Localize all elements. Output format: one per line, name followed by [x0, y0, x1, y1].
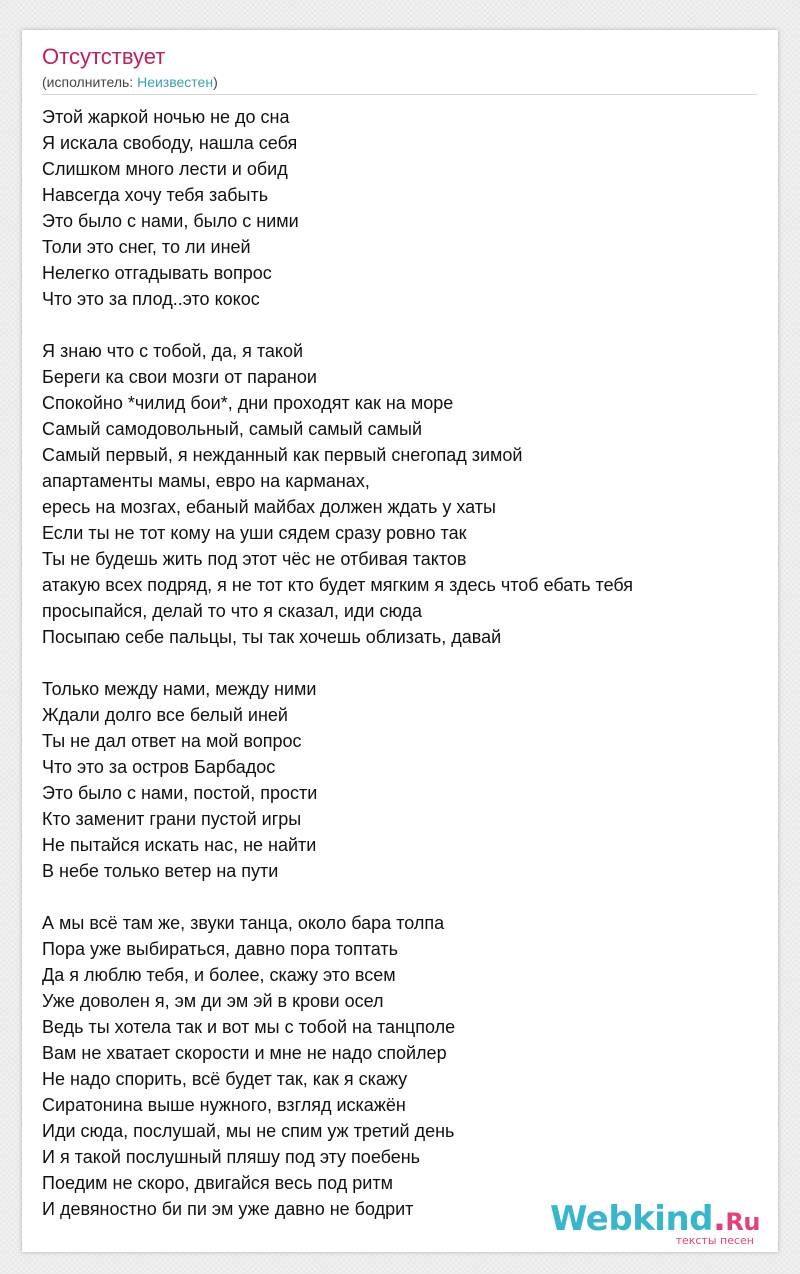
lyric-line: Я искала свободу, нашла себя [42, 133, 298, 153]
lyric-line: просыпайся, делай то что я сказал, иди сюда [42, 601, 423, 621]
lyric-line: Толи это снег, то ли иней [42, 237, 251, 257]
lyric-line: Вам не хватает скорости и мне не надо спойлер [42, 1043, 447, 1063]
logo-wordmark [550, 1199, 760, 1239]
lyric-line: Самый самодовольный, самый самый самый [42, 419, 423, 439]
artist-link[interactable]: Неизвестен [137, 74, 214, 90]
lyric-line: ересь на мозгах, ебаный майбах должен ждать у хаты [42, 497, 496, 517]
lyric-line: Посыпаю себе пальцы, ты так хочешь облизать, давай [42, 627, 502, 647]
lyric-line: Это было с нами, было с ними [42, 211, 299, 231]
lyric-line: Если ты не тот кому на уши сядем сразу ровно так [42, 523, 467, 543]
lyric-line: Ты не дал ответ на мой вопрос [42, 731, 302, 751]
lyrics-body [42, 104, 762, 1248]
lyric-line: Ты не будешь жить под этот чёс не отбивая тактов [42, 549, 467, 569]
lyric-line: Да я люблю тебя, и более, скажу это всем [42, 965, 396, 985]
lyric-line: Только между нами, между ними [42, 679, 317, 699]
lyric-line: А мы всё там же, звуки танца, около бара толпа [42, 913, 445, 933]
lyric-line: Этой жаркой ночью не до сна [42, 107, 290, 127]
lyric-line: Сиратонина выше нужного, взгляд искажён [42, 1095, 406, 1115]
song-title: Отсутствует [42, 44, 166, 69]
lyric-line: Что это за плод..это кокос [42, 289, 260, 309]
artist-line [42, 74, 218, 90]
lyric-line: Спокойно *чилид бои*, дни проходят как на море [42, 393, 454, 413]
lyric-line: Ждали долго все белый иней [42, 705, 288, 725]
artist-prefix: (исполнитель: [42, 74, 138, 90]
lyric-line: атакую всех подряд, я не тот кто будет мягким я здесь чтоб ебать тебя [42, 575, 634, 595]
lyric-line: Не пытайся искать нас, не найти [42, 835, 317, 855]
lyric-line: Береги ка свои мозги от паранои [42, 367, 317, 387]
webkind-logo[interactable] [550, 1201, 760, 1246]
logo-tld: Ru [725, 1208, 760, 1236]
lyric-line: В небе только ветер на пути [42, 861, 279, 881]
lyric-line: Самый первый, я нежданный как первый снегопад зимой [42, 445, 523, 465]
lyric-line: Не надо спорить, всё будет так, как я скажу [42, 1069, 408, 1089]
logo-tagline: тексты песен [675, 1234, 754, 1247]
lyric-line: апартаменты мамы, евро на карманах, [42, 471, 370, 491]
lyric-line: Кто заменит грани пустой игры [42, 809, 302, 829]
lyric-line: И девяностно би пи эм уже давно не бодрит [42, 1199, 414, 1219]
lyrics-stanza [42, 910, 762, 1222]
logo-brand: Webkind [550, 1199, 713, 1239]
lyric-line: Навсегда хочу тебя забыть [42, 185, 269, 205]
lyrics-stanza [42, 104, 762, 312]
header-divider [42, 94, 757, 95]
lyrics-stanza [42, 676, 762, 884]
lyric-line: Нелегко отгадывать вопрос [42, 263, 272, 283]
lyric-line: Я знаю что с тобой, да, я такой [42, 341, 304, 361]
lyric-line: Поедим не скоро, двигайся весь под ритм [42, 1173, 393, 1193]
lyric-line: Пора уже выбираться, давно пора топтать [42, 939, 398, 959]
lyric-line: Иди сюда, послушай, мы не спим уж третий день [42, 1121, 455, 1141]
artist-suffix: ) [213, 74, 218, 90]
lyrics-stanza [42, 338, 762, 650]
lyric-line: И я такой послушный пляшу под эту поебень [42, 1147, 421, 1167]
lyric-line: Что это за остров Барбадос [42, 757, 276, 777]
lyrics-card [22, 30, 778, 1252]
lyric-line: Уже доволен я, эм ди эм эй в крови осел [42, 991, 384, 1011]
lyric-line: Слишком много лести и обид [42, 159, 288, 179]
logo-dot: . [713, 1199, 726, 1239]
lyric-line: Это было с нами, постой, прости [42, 783, 318, 803]
lyric-line: Ведь ты хотела так и вот мы с тобой на танцполе [42, 1017, 456, 1037]
